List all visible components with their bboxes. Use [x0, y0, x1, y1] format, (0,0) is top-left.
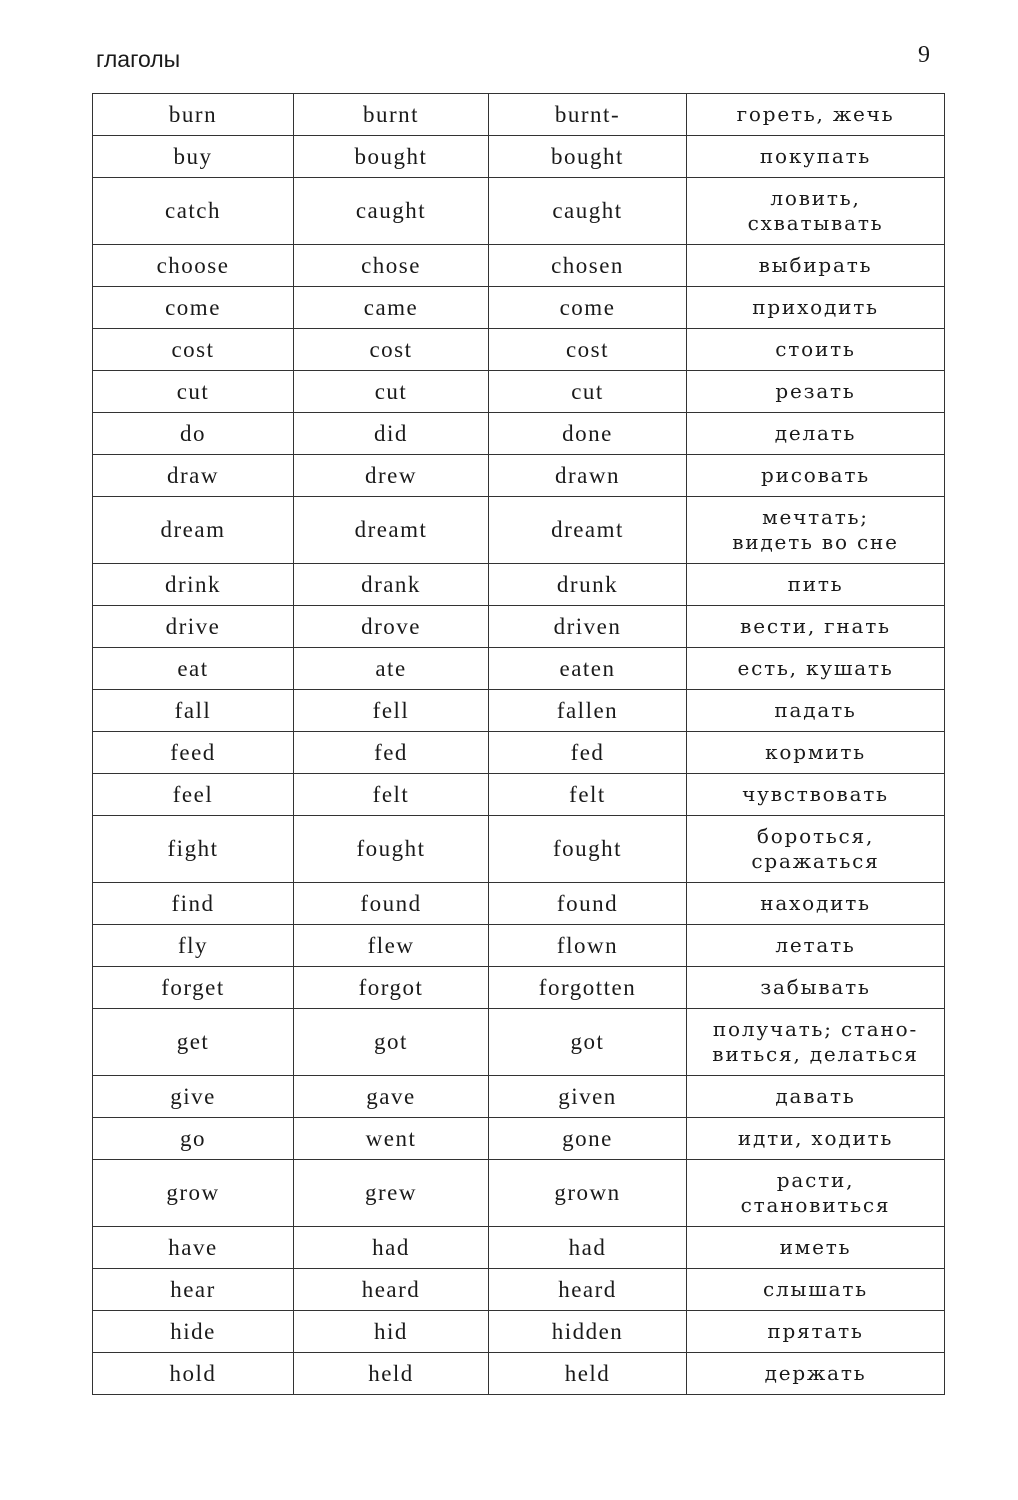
translation-cell: стоить [687, 329, 945, 371]
past-simple-cell: gave [294, 1076, 489, 1118]
infinitive-cell: get [93, 1009, 294, 1076]
infinitive-cell: forget [93, 967, 294, 1009]
past-participle-cell: drunk [489, 564, 687, 606]
past-participle-cell: fed [489, 732, 687, 774]
table-row [93, 606, 945, 648]
infinitive-cell: hold [93, 1353, 294, 1395]
translation-cell: идти, ходить [687, 1118, 945, 1160]
translation-cell: чувствовать [687, 774, 945, 816]
past-simple-cell: ate [294, 648, 489, 690]
table-row [93, 816, 945, 883]
verb-table-body [93, 94, 945, 1395]
past-simple-cell: had [294, 1227, 489, 1269]
past-participle-cell: hidden [489, 1311, 687, 1353]
translation-cell: покупать [687, 136, 945, 178]
translation-cell: вести, гнать [687, 606, 945, 648]
table-row [93, 690, 945, 732]
infinitive-cell: buy [93, 136, 294, 178]
past-participle-cell: felt [489, 774, 687, 816]
translation-cell: пить [687, 564, 945, 606]
infinitive-cell: feed [93, 732, 294, 774]
past-participle-cell: found [489, 883, 687, 925]
past-simple-cell: heard [294, 1269, 489, 1311]
past-participle-cell: grown [489, 1160, 687, 1227]
infinitive-cell: burn [93, 94, 294, 136]
translation-cell: гореть, жечь [687, 94, 945, 136]
past-participle-cell: forgotten [489, 967, 687, 1009]
infinitive-cell: dream [93, 497, 294, 564]
table-row [93, 732, 945, 774]
table-row [93, 329, 945, 371]
table-row [93, 178, 945, 245]
past-participle-cell: flown [489, 925, 687, 967]
table-row [93, 1009, 945, 1076]
table-row [93, 94, 945, 136]
table-row [93, 1118, 945, 1160]
page-number: 9 [918, 42, 930, 68]
past-simple-cell: did [294, 413, 489, 455]
past-participle-cell: had [489, 1227, 687, 1269]
past-simple-cell: felt [294, 774, 489, 816]
infinitive-cell: go [93, 1118, 294, 1160]
translation-cell: летать [687, 925, 945, 967]
past-simple-cell: fought [294, 816, 489, 883]
translation-cell: прятать [687, 1311, 945, 1353]
past-simple-cell: fed [294, 732, 489, 774]
table-row [93, 967, 945, 1009]
table-row [93, 925, 945, 967]
infinitive-cell: have [93, 1227, 294, 1269]
translation-cell: находить [687, 883, 945, 925]
table-row [93, 564, 945, 606]
past-simple-cell: drank [294, 564, 489, 606]
past-participle-cell: gone [489, 1118, 687, 1160]
page-header-title: глаголы [96, 46, 181, 72]
translation-cell: расти, становиться [687, 1160, 945, 1227]
translation-cell: кормить [687, 732, 945, 774]
infinitive-cell: hear [93, 1269, 294, 1311]
past-simple-cell: burnt [294, 94, 489, 136]
past-participle-cell: got [489, 1009, 687, 1076]
table-row [93, 1353, 945, 1395]
past-simple-cell: cost [294, 329, 489, 371]
past-simple-cell: went [294, 1118, 489, 1160]
translation-cell: иметь [687, 1227, 945, 1269]
past-participle-cell: eaten [489, 648, 687, 690]
table-row [93, 1311, 945, 1353]
past-simple-cell: drew [294, 455, 489, 497]
past-participle-cell: cut [489, 371, 687, 413]
infinitive-cell: catch [93, 178, 294, 245]
infinitive-cell: choose [93, 245, 294, 287]
past-simple-cell: found [294, 883, 489, 925]
infinitive-cell: fall [93, 690, 294, 732]
past-participle-cell: come [489, 287, 687, 329]
past-participle-cell: chosen [489, 245, 687, 287]
translation-cell: падать [687, 690, 945, 732]
translation-cell: мечтать; видеть во сне [687, 497, 945, 564]
past-participle-cell: fallen [489, 690, 687, 732]
past-simple-cell: caught [294, 178, 489, 245]
past-simple-cell: cut [294, 371, 489, 413]
infinitive-cell: drive [93, 606, 294, 648]
past-simple-cell: got [294, 1009, 489, 1076]
past-simple-cell: hid [294, 1311, 489, 1353]
past-participle-cell: caught [489, 178, 687, 245]
infinitive-cell: drink [93, 564, 294, 606]
past-simple-cell: came [294, 287, 489, 329]
translation-cell: делать [687, 413, 945, 455]
infinitive-cell: grow [93, 1160, 294, 1227]
infinitive-cell: eat [93, 648, 294, 690]
translation-cell: рисовать [687, 455, 945, 497]
infinitive-cell: cost [93, 329, 294, 371]
past-simple-cell: drove [294, 606, 489, 648]
table-row [93, 1269, 945, 1311]
translation-cell: бороться, сражаться [687, 816, 945, 883]
irregular-verbs-table [92, 93, 945, 1395]
table-row [93, 413, 945, 455]
table-row [93, 455, 945, 497]
translation-cell: приходить [687, 287, 945, 329]
past-participle-cell: dreamt [489, 497, 687, 564]
infinitive-cell: fly [93, 925, 294, 967]
table-row [93, 648, 945, 690]
past-simple-cell: fell [294, 690, 489, 732]
infinitive-cell: hide [93, 1311, 294, 1353]
past-simple-cell: dreamt [294, 497, 489, 564]
table-row [93, 883, 945, 925]
translation-cell: выбирать [687, 245, 945, 287]
translation-cell: давать [687, 1076, 945, 1118]
past-participle-cell: heard [489, 1269, 687, 1311]
translation-cell: забывать [687, 967, 945, 1009]
past-simple-cell: chose [294, 245, 489, 287]
past-participle-cell: driven [489, 606, 687, 648]
table-row [93, 245, 945, 287]
past-participle-cell: bought [489, 136, 687, 178]
past-participle-cell: held [489, 1353, 687, 1395]
past-simple-cell: held [294, 1353, 489, 1395]
table-row [93, 774, 945, 816]
translation-cell: держать [687, 1353, 945, 1395]
past-simple-cell: grew [294, 1160, 489, 1227]
infinitive-cell: fight [93, 816, 294, 883]
translation-cell: слышать [687, 1269, 945, 1311]
infinitive-cell: give [93, 1076, 294, 1118]
table-row [93, 1227, 945, 1269]
past-simple-cell: flew [294, 925, 489, 967]
infinitive-cell: cut [93, 371, 294, 413]
infinitive-cell: do [93, 413, 294, 455]
past-participle-cell: drawn [489, 455, 687, 497]
infinitive-cell: draw [93, 455, 294, 497]
infinitive-cell: come [93, 287, 294, 329]
table-row [93, 1160, 945, 1227]
table-row [93, 136, 945, 178]
table-row [93, 1076, 945, 1118]
past-simple-cell: forgot [294, 967, 489, 1009]
infinitive-cell: find [93, 883, 294, 925]
translation-cell: ловить, схватывать [687, 178, 945, 245]
past-participle-cell: done [489, 413, 687, 455]
past-participle-cell: fought [489, 816, 687, 883]
past-participle-cell: given [489, 1076, 687, 1118]
translation-cell: есть, кушать [687, 648, 945, 690]
translation-cell: резать [687, 371, 945, 413]
infinitive-cell: feel [93, 774, 294, 816]
past-participle-cell: cost [489, 329, 687, 371]
past-participle-cell: burnt- [489, 94, 687, 136]
table-row [93, 371, 945, 413]
table-row [93, 497, 945, 564]
table-row [93, 287, 945, 329]
translation-cell: получать; стано- виться, делаться [687, 1009, 945, 1076]
past-simple-cell: bought [294, 136, 489, 178]
